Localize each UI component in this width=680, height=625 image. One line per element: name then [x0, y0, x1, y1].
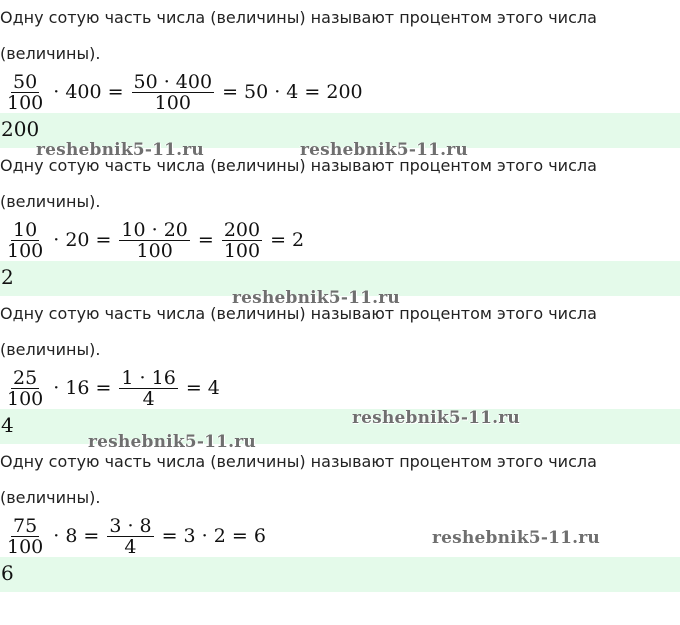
watermark: reshebnik5-11.ru [88, 432, 256, 452]
multiplier: 16 [65, 377, 90, 399]
equals-sign: = [197, 229, 214, 251]
fraction [132, 72, 215, 113]
answer-row [0, 557, 680, 592]
definition-line-1: Одну сотую часть числа (величины) называют процентом этого числа [0, 8, 597, 27]
result-expression: 50 · 4 = 200 [243, 81, 363, 103]
answer-value: 6 [1, 561, 14, 585]
denominator: 100 [7, 91, 44, 114]
fraction [222, 220, 262, 261]
denominator: 100 [7, 535, 44, 558]
equals-sign: = [185, 377, 202, 399]
equals-sign: = [83, 525, 100, 547]
multiply-sign: · [53, 525, 60, 547]
watermark: reshebnik5-11.ru [432, 528, 600, 548]
definition-line-2: (величины). [0, 192, 101, 211]
fraction [5, 220, 45, 261]
denominator: 100 [7, 387, 44, 410]
result-expression: 2 [292, 229, 305, 251]
fraction [119, 368, 177, 409]
watermark: reshebnik5-11.ru [300, 140, 468, 160]
fraction [5, 368, 45, 409]
fraction [5, 72, 45, 113]
denominator: 4 [124, 535, 137, 558]
equals-sign: = [270, 229, 287, 251]
numerator: 3 · 8 [109, 514, 152, 537]
fraction [119, 220, 189, 261]
formula [2, 72, 364, 112]
numerator: 1 · 16 [121, 366, 176, 389]
equals-sign: = [95, 377, 112, 399]
formula [2, 220, 305, 260]
watermark: reshebnik5-11.ru [232, 288, 400, 308]
watermark: reshebnik5-11.ru [36, 140, 204, 160]
multiplier: 20 [65, 229, 90, 251]
answer-value: 200 [1, 117, 40, 141]
definition-line-1: Одну сотую часть числа (величины) называют процентом этого числа [0, 156, 597, 175]
equals-sign: = [161, 525, 178, 547]
formula [2, 368, 221, 408]
numerator: 25 [13, 366, 38, 389]
numerator: 10 · 20 [121, 218, 188, 241]
numerator: 10 [13, 218, 38, 241]
denominator: 100 [7, 239, 44, 262]
numerator: 200 [223, 218, 261, 241]
multiply-sign: · [53, 229, 60, 251]
multiplier: 400 [65, 81, 102, 103]
equals-sign: = [107, 81, 124, 103]
definition-line-1: Одну сотую часть числа (величины) называют процентом этого числа [0, 304, 597, 323]
denominator: 100 [136, 239, 173, 262]
equals-sign: = [222, 81, 238, 103]
denominator: 100 [154, 91, 191, 114]
result-expression: 3 · 2 = 6 [183, 525, 266, 547]
numerator: 50 · 400 [133, 70, 213, 93]
numerator: 75 [13, 514, 38, 537]
numerator: 50 [13, 70, 38, 93]
definition-line-2: (величины). [0, 340, 101, 359]
result-expression: 4 [207, 377, 220, 399]
fraction [5, 516, 45, 557]
formula [2, 516, 267, 556]
denominator: 4 [142, 387, 155, 410]
multiply-sign: · [53, 81, 60, 103]
answer-value: 4 [1, 413, 14, 437]
watermark: reshebnik5-11.ru [352, 408, 520, 428]
multiply-sign: · [53, 377, 60, 399]
answer-value: 2 [1, 265, 14, 289]
definition-line-2: (величины). [0, 44, 101, 63]
fraction [107, 516, 153, 557]
definition-line-2: (величины). [0, 488, 101, 507]
definition-line-1: Одну сотую часть числа (величины) называют процентом этого числа [0, 452, 597, 471]
denominator: 100 [223, 239, 261, 262]
equals-sign: = [95, 229, 112, 251]
multiplier: 8 [65, 525, 78, 547]
